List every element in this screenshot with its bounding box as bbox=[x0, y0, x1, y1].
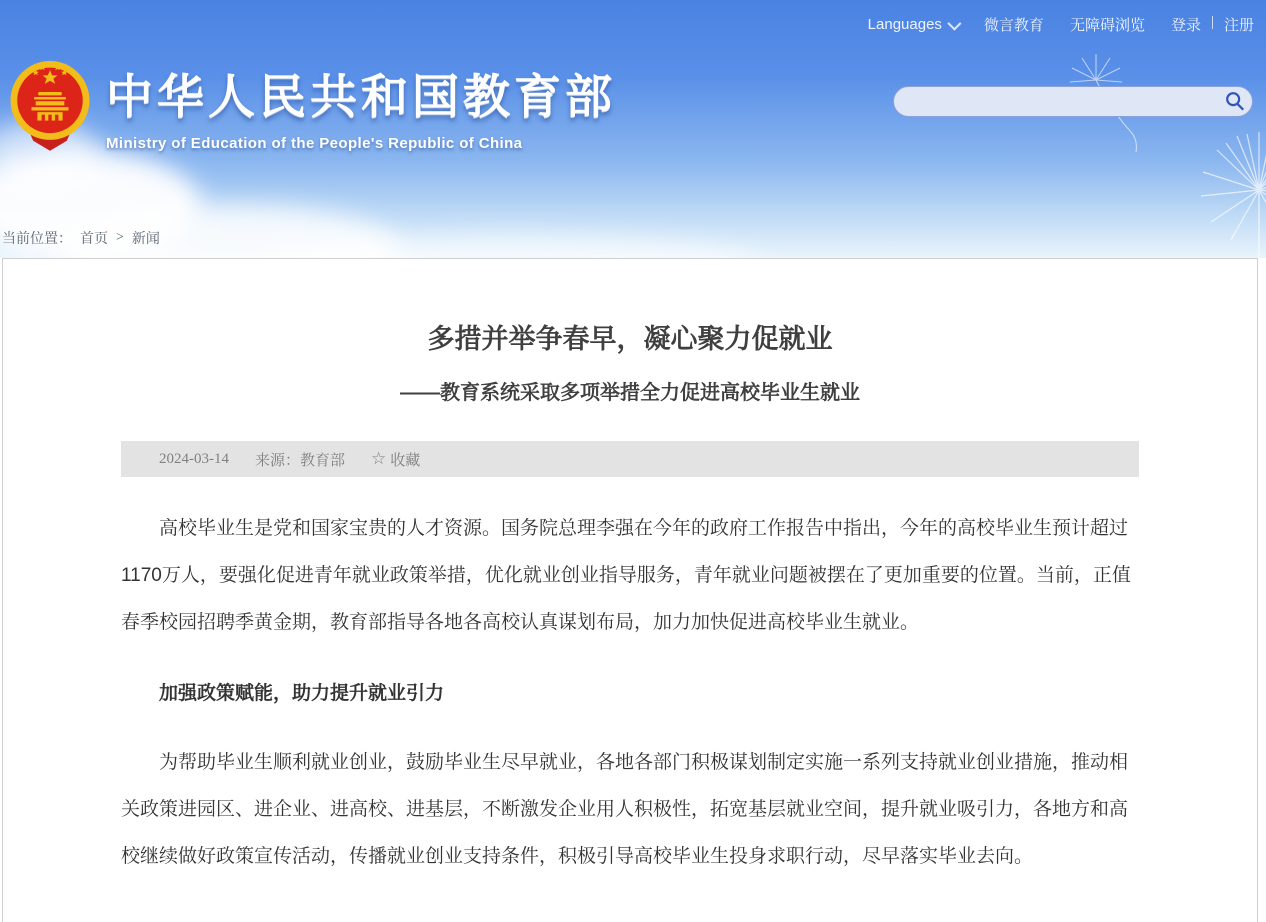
favorite-label: 收藏 bbox=[390, 452, 421, 469]
star-icon: ☆ bbox=[371, 449, 387, 468]
site-title-english: Ministry of Education of the People's Republic of China bbox=[106, 135, 523, 152]
top-utility-bar bbox=[868, 14, 1254, 35]
accessibility-link[interactable]: 无障碍浏览 bbox=[1069, 18, 1145, 34]
article-card bbox=[2, 258, 1258, 922]
dandelion-seed-decoration bbox=[1036, 40, 1196, 200]
chevron-down-icon bbox=[947, 16, 961, 30]
breadcrumb-separator-icon: > bbox=[116, 230, 124, 245]
auth-links bbox=[1171, 14, 1254, 35]
article-date: 2024-03-14 bbox=[159, 450, 229, 467]
site-title[interactable]: 中华人民共和国教育部 bbox=[106, 70, 616, 123]
article-paragraph: 高校毕业生是党和国家宝贵的人才资源。国务院总理李强在今年的政府工作报告中指出，今年的高校毕业生预计超过1170万人，要强化促进青年就业政策举措，优化就业创业指导服务，青年就业问题被摆在了更加重要的位置。当前，正值春季校园招聘季黄金期，教育部指导各地各高校认真谋划布局，加力加快促进高校毕业生就业。 bbox=[121, 518, 1131, 633]
site-title-block bbox=[106, 60, 616, 152]
auth-divider: | bbox=[1210, 14, 1214, 30]
search-input[interactable] bbox=[893, 86, 1253, 117]
article-source: 来源：教育部 bbox=[255, 452, 346, 469]
article-section-heading: 加强政策赋能，助力提升就业引力 bbox=[159, 683, 445, 704]
article-subtitle: ——教育系统采取多项举措全力促进高校毕业生就业 bbox=[400, 382, 860, 404]
weiyan-education-link[interactable]: 微言教育 bbox=[983, 18, 1044, 34]
breadcrumb-home-link[interactable]: 首页 bbox=[80, 232, 108, 247]
breadcrumb bbox=[2, 228, 160, 248]
search-button[interactable] bbox=[1223, 90, 1247, 114]
languages-label: Languages bbox=[867, 16, 942, 33]
national-emblem-logo[interactable] bbox=[8, 58, 92, 168]
register-link[interactable]: 注册 bbox=[1223, 18, 1254, 34]
article-body bbox=[121, 505, 1139, 880]
article-title: 多措并举争春早，凝心聚力促就业 bbox=[427, 324, 833, 354]
search-icon bbox=[1224, 90, 1246, 112]
breadcrumb-current[interactable]: 新闻 bbox=[131, 232, 160, 247]
search-bar bbox=[893, 86, 1253, 117]
breadcrumb-prefix: 当前位置： bbox=[2, 232, 72, 247]
site-banner bbox=[0, 0, 1266, 258]
favorite-button[interactable] bbox=[371, 449, 420, 470]
languages-dropdown[interactable] bbox=[868, 16, 958, 33]
article-paragraph: 为帮助毕业生顺利就业创业，鼓励毕业生尽早就业，各地各部门积极谋划制定实施一系列支持就业创业措施，推动相关政策进园区、进企业、进高校、进基层，不断激发企业用人积极性，拓宽基层就业空间，提升就业吸引力，各地方和高校继续做好政策宣传活动，传播就业创业支持条件，积极引导高校毕业生投身求职行动，尽早落实毕业去向。 bbox=[121, 752, 1129, 867]
article-meta-bar bbox=[121, 441, 1139, 477]
login-link[interactable]: 登录 bbox=[1170, 18, 1201, 34]
